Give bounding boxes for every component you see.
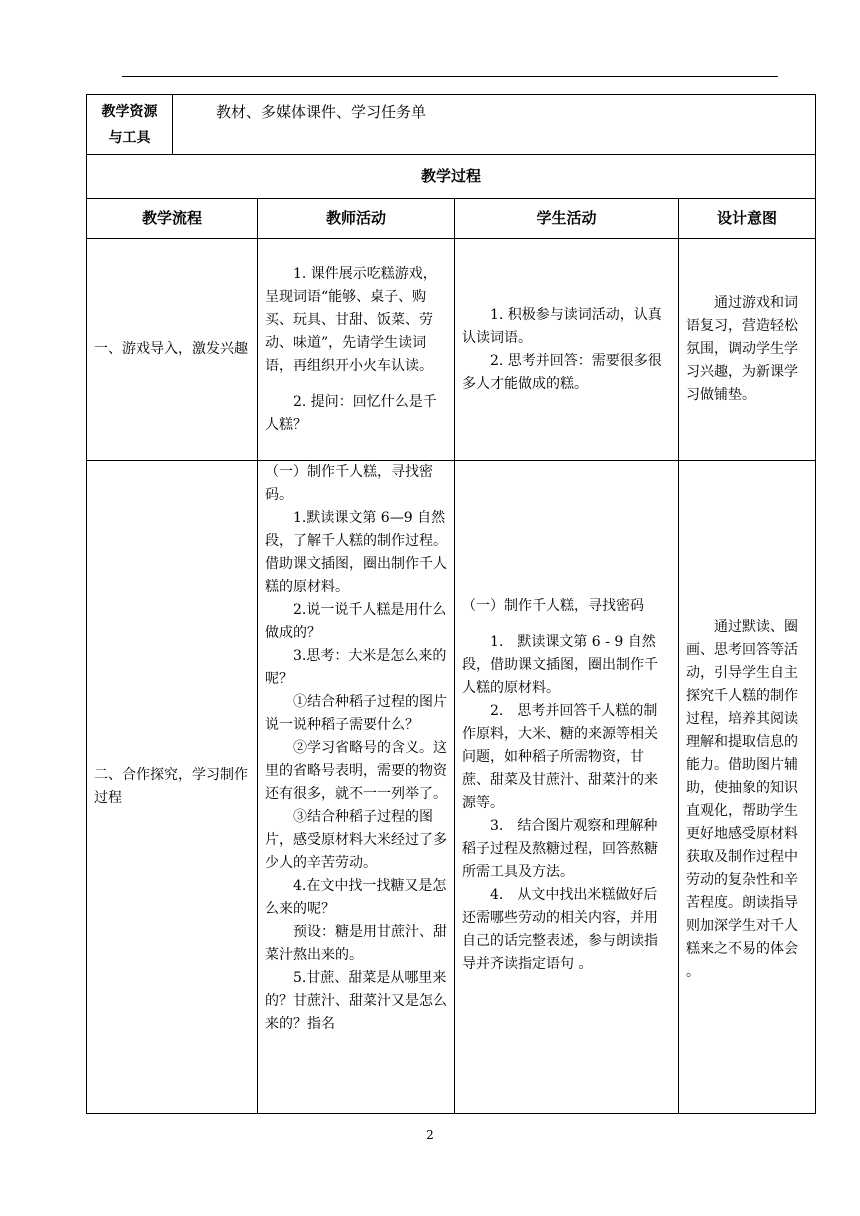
intent-text: 通过游戏和词语复习，营造轻松氛围，调动学生学习兴趣，为新课学习做铺垫。 (686, 295, 798, 403)
stage-warmup: 一、游戏导入，激发兴趣 (87, 239, 258, 461)
student-step: 2. 思考并回答：需要很多很多人才能做成的糕。 (462, 352, 662, 392)
stage-explore: 二、合作探究，学习制作过程 (87, 461, 258, 1114)
resources-label-line2: 与工具 (108, 129, 151, 146)
resources-content: 教材、多媒体课件、学习任务单 (173, 95, 816, 155)
column-header-row (87, 199, 816, 239)
col-header-intent: 设计意图 (679, 199, 816, 239)
teacher-activity-explore (258, 461, 455, 1114)
teacher-step: ③结合种稻子过程的图片，感受原材料大米经过了多少人的辛苦劳动。 (265, 809, 447, 871)
stage-row-warmup (87, 239, 816, 461)
lesson-plan-table (86, 94, 816, 1114)
process-title: 教学过程 (87, 155, 816, 199)
design-intent-warmup (679, 239, 816, 461)
student-step: （一）制作千人糕，寻找密码 (462, 598, 644, 614)
design-intent-explore (679, 461, 816, 1114)
teacher-step: 4.在文中找一找糖又是怎么来的呢？ (265, 878, 447, 917)
teacher-step: 预设：糖是用甘蔗汁、甜菜汁熬出来的。 (265, 924, 447, 963)
teacher-step: 1.默读课文第 6—9 自然段，了解千人糕的制作过程。借助课文插图，圈出制作千人糕的原材料。 (265, 510, 447, 595)
teacher-step: 2. 提问：回忆什么是千人糕？ (265, 393, 437, 433)
student-step: 1. 默读课文第 6 - 9 自然段，借助课文插图，圈出制作千人糕的原材料。 (462, 634, 658, 696)
student-activity-explore (455, 461, 679, 1114)
student-step: 1. 积极参与读词活动，认真认读词语。 (462, 306, 662, 346)
teacher-step: （一）制作千人糕，寻找密码。 (265, 464, 433, 503)
teacher-step: ①结合种稻子过程的图片说一说种稻子需要什么？ (265, 694, 447, 733)
intent-text: 通过默读、圈画、思考回答等活动，引导学生自主探究千人糕的制作过程，培养其阅读理解和提取信息的能力。借助图片辅助，使抽象的知识直观化，帮助学生更好地感受原材料获取及制作过程中劳动的复杂性和辛苦程度。朗读指导则加深学生对千人糕来之不易的体会 。 (686, 619, 798, 980)
col-header-student: 学生活动 (455, 199, 679, 239)
col-header-teacher: 教师活动 (258, 199, 455, 239)
teacher-step: 3.思考：大米是怎么来的呢？ (265, 648, 447, 687)
teacher-step: 2.说一说千人糕是用什么做成的？ (265, 602, 447, 641)
student-step: 3. 结合图片观察和理解种稻子过程及熬糖过程，回答熬糖所需工具及方法。 (462, 818, 658, 880)
col-header-stage: 教学流程 (87, 199, 258, 239)
resources-row (87, 95, 816, 155)
process-title-row (87, 155, 816, 199)
teacher-step: 1. 课件展示吃糕游戏，呈现词语“能够、桌子、购买、玩具、甘甜、饭菜、劳动、味道”，先请学生读词语，再组织开小火车认读。 (265, 265, 437, 374)
student-step: 2. 思考并回答千人糕的制作原料，大米、糖的来源等相关问题，如种稻子所需物资，甘蔗、甜菜及甘蔗汁、甜菜汁的来源等。 (462, 703, 658, 811)
resources-label-line1: 教学资源 (101, 103, 158, 120)
student-activity-warmup (455, 239, 679, 461)
teacher-step: ②学习省略号的含义。这里的省略号表明，需要的物资还有很多，就不一一列举了。 (265, 740, 447, 802)
student-step: 4. 从文中找出米糕做好后还需哪些劳动的相关内容，并用自己的话完整表述，参与朗读指导并齐读指定语句 。 (462, 887, 658, 972)
page-number: 2 (426, 1128, 434, 1142)
header-rule (122, 76, 778, 77)
resources-label (87, 95, 173, 155)
teacher-activity-warmup (258, 239, 455, 461)
stage-row-explore (87, 461, 816, 1114)
teacher-step: 5.甘蔗、甜菜是从哪里来的？甘蔗汁、甜菜汁又是怎么来的？指名 (265, 970, 447, 1032)
